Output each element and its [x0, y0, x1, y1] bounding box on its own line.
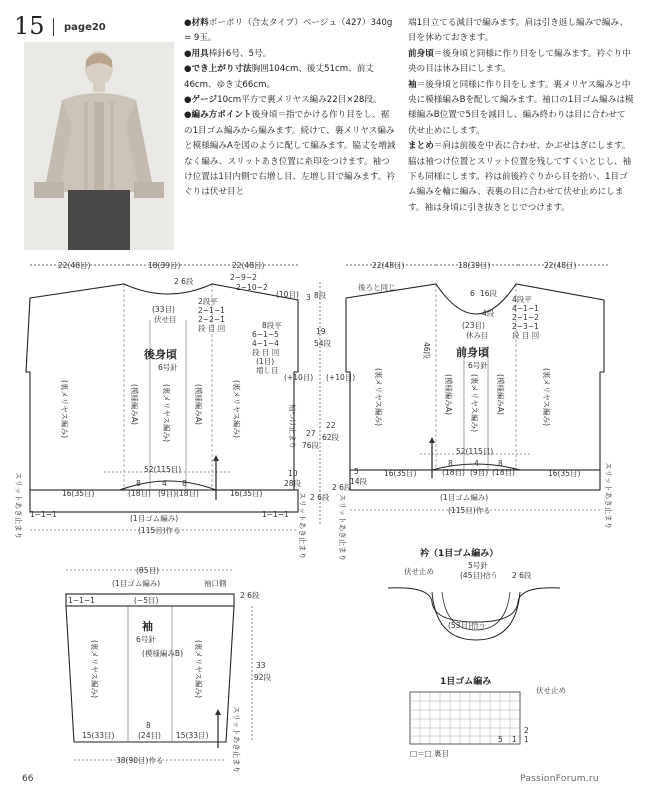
- back-total-len: 27: [306, 429, 316, 438]
- back-num8-r: 8: [182, 479, 187, 488]
- front-slit-right: スリットあき止まり: [604, 462, 613, 530]
- back-neck-dec-3: 2−2−1: [198, 315, 225, 324]
- points-label: ●編み方ポイント: [184, 110, 252, 121]
- collar-title: 衿（1目ゴム編み）: [420, 549, 499, 559]
- sleeve-num8: 8: [146, 721, 151, 730]
- front-dim-left: 22(48目): [372, 261, 405, 270]
- back-body-len-rows: 54段: [314, 339, 332, 348]
- back-num8b: (18目): [128, 489, 151, 498]
- front-neck-rows2: 16段: [480, 289, 498, 298]
- sleeve-label: 袖: [408, 79, 417, 90]
- points-text: 後身頃＝指でかける作り目をし、裾の1目ゴム編みから編みます。続けて、裏メリヤス編みと模様編みAを図のように配して編みます。脇丈を増減なく編み、スリットあき位置に糸印をつけます。袖つけ位置は1目内側で右増し目、左増し目で編みます。衿ぐりは伏せ目と: [184, 110, 396, 198]
- sleeve-cast-on: 38(90目)作る: [116, 756, 164, 765]
- front-num8: 8: [448, 459, 453, 468]
- back-neck-dec-1: 2段平: [198, 297, 218, 306]
- back-slit-rows: 2 6段: [310, 493, 330, 502]
- front-dim-center: 18(39目): [458, 261, 491, 270]
- sleeve-urameri-right: (裏メリヤス編み): [194, 640, 203, 699]
- rib-chart-col-5: 5: [498, 735, 503, 744]
- back-shoulder-1: 2−9−2: [230, 273, 257, 282]
- back-side-inc-4: 段 目 回: [252, 348, 280, 357]
- front-num4: 4: [474, 459, 479, 468]
- rib-chart-row-1: 1: [524, 735, 529, 744]
- front-back-same: 後ろと同じ: [358, 283, 396, 292]
- back-shoulder-2: 2−10−2: [236, 283, 268, 292]
- back-neck-dec-2: 2−1−1: [198, 306, 225, 315]
- back-side-inc-2: 6−1−5: [252, 330, 279, 339]
- back-neck-fuse: 伏せ目: [154, 315, 177, 324]
- size-text: 胸囲104cm、後丈51cm、前丈46cm、ゆき丈66cm。: [184, 64, 374, 90]
- collar-needle: 5号針: [468, 561, 488, 570]
- finish-text: ＝肩は前後を中表に合わせ、かぶせはぎにします。脇は袖つけ位置とスリット位置を残してすくいとじし、袖下も同様にします。衿は前後衿ぐりから目を拾い、1目ゴム編みを輪に編み、表裏の目に合わせて伏せ止めにします。袖は身頃に引き抜きとじでつけます。: [408, 141, 632, 213]
- finish-label: まとめ: [408, 141, 434, 152]
- back-total-len-rows: 76段: [302, 441, 320, 450]
- back-dim-center: 18(39目): [148, 261, 181, 270]
- back-neck-rows: 2 6段: [174, 277, 194, 286]
- material-text: ボーボリ（合太タイプ）ベージュ（427）340g = 9玉。: [184, 18, 393, 44]
- back-rib-mark-right: 1−1−1: [262, 510, 289, 519]
- front-body-diagram: [326, 261, 614, 561]
- page-number: 66: [22, 774, 34, 784]
- back-side-inc-6: 増し目: [256, 366, 279, 375]
- back-title: 後身頃: [144, 348, 177, 361]
- sleeve-diagram: [66, 566, 272, 773]
- sleeve-len: 33: [256, 661, 266, 670]
- sleeve-bottom-15-right: 15(33目): [176, 731, 209, 740]
- size-label: ●でき上がり寸法: [184, 64, 252, 75]
- back-rib: (1目ゴム編み): [130, 514, 179, 523]
- collar-pick-top: (45目)拾う: [460, 571, 498, 580]
- front-moyou-a-left: (模様編みA): [444, 374, 453, 415]
- rib-chart: [410, 675, 566, 758]
- collar-diagram: [388, 547, 560, 640]
- back-urameri-left: (裏メリヤス編み): [60, 380, 69, 439]
- gauge-label: ●ゲージ: [184, 95, 218, 106]
- rib-chart-col-1: 1: [512, 735, 517, 744]
- front-text: ＝後身頃と同様に作り目をして編みます。衿ぐり中央の目は休み目にします。: [408, 48, 631, 75]
- sleeve-slit: スリットあき止まり: [232, 706, 241, 774]
- back-neck-st: (33目): [152, 305, 175, 314]
- front-moyou-a-right: (模様編みA): [496, 374, 505, 415]
- back-moyou-a-left: (模様編みA): [130, 384, 139, 425]
- front-slit-left: スリットあき止まり: [338, 494, 347, 562]
- back-num8: 8: [136, 479, 141, 488]
- sleeve-num8b: (24目): [138, 731, 161, 740]
- front-title: 前身頃: [456, 346, 489, 359]
- front-neck-dec-2: 4−1−1: [512, 304, 539, 313]
- back-body-len: 19: [316, 327, 326, 336]
- sleeve-urameri-left: (裏メリヤス編み): [90, 640, 99, 699]
- front-rib: (1目ゴム編み): [440, 493, 489, 502]
- front-label: 前身頃: [408, 48, 434, 59]
- back-side-len-rows: 62段: [322, 433, 340, 442]
- front-neck-rows3: 4段: [482, 309, 495, 318]
- sleeve-rib-mark: 1−1−1: [68, 596, 95, 605]
- back-side-inc-5: (1目): [256, 357, 275, 366]
- front-neck-dec-1: 4段平: [512, 295, 532, 304]
- sleeve-needle: 6号針: [136, 635, 156, 644]
- back-cast-on: (115目)作る: [138, 526, 181, 535]
- sleeve-top-rib-minus: (−5目): [134, 596, 159, 605]
- gauge-text: 10cm平方で裏メリヤス編み22目×28段。: [217, 95, 382, 106]
- back-num4b: (9目): [158, 489, 177, 498]
- back-num4: 4: [162, 479, 167, 488]
- back-side-inc-3: 4−1−4: [252, 339, 279, 348]
- back-num8b-r: (18目): [176, 489, 199, 498]
- sleeve-bottom-15-left: 15(33目): [82, 731, 115, 740]
- page-reference: page20: [64, 22, 106, 33]
- back-moyou-a-right: (模様編みA): [194, 384, 203, 425]
- back-shoulder-rows: 3: [306, 293, 311, 302]
- front-urameri-left: (裏メリヤス編み): [374, 368, 383, 427]
- watermark: PassionForum.ru: [520, 774, 599, 784]
- back-width-52: 52(115目): [144, 465, 182, 474]
- cont-text: 端1目立てる減目で編みます。肩は引き返し編みで編み、目を休めておきます。: [408, 18, 629, 44]
- front-depth: 46段: [422, 342, 431, 360]
- front-bottom-16-right: 16(35目): [548, 469, 581, 478]
- back-shoulder-rows-unit: 8段: [314, 291, 327, 300]
- back-dim-right: 22(48目): [232, 261, 265, 270]
- sleeve-text: ＝後身頃と同様に作り目をします。裏メリヤス編みと中央に模様編みBを配して編みます。袖口の1目ゴム編みは模様編みB位置で5目を減目し、編み終わりは目に合わせて伏せ止めにします。: [408, 79, 634, 136]
- sleeve-top-rib: (1目ゴム編み): [112, 579, 161, 588]
- front-dim-right: 22(48目): [544, 261, 577, 270]
- front-neck-dec-5: 段 目 回: [512, 331, 540, 340]
- back-urameri-center: (裏メリヤス編み): [162, 384, 171, 443]
- front-cast-on: (115目)作る: [448, 506, 491, 515]
- back-sleeve-attach: 袖つけ止まり: [288, 404, 297, 449]
- front-neck-st: (23目): [462, 321, 485, 330]
- back-shoulder-3: (10目): [276, 290, 299, 299]
- back-body-diagram: [14, 261, 340, 559]
- rib-chart-legend: □＝□ 裏目: [410, 749, 450, 758]
- front-needle: 6号針: [468, 361, 488, 370]
- back-rib-mark-left: 1−1−1: [30, 510, 57, 519]
- back-urameri-right: (裏メリヤス編み): [232, 380, 241, 439]
- sleeve-cuff-side: 袖口側: [204, 579, 227, 588]
- front-neck-rest: 休み目: [466, 331, 489, 340]
- sleeve-top-dim: (85目): [136, 566, 159, 575]
- collar-pick-bottom: (53目)拾う: [448, 621, 486, 630]
- front-rib-rows: 2 6段: [332, 483, 352, 492]
- front-side-len-rows: 14段: [350, 477, 368, 486]
- front-num8b-r: (18目): [492, 468, 515, 477]
- sleeve-title: 袖: [142, 620, 153, 633]
- back-plus10: (+10目): [284, 373, 314, 382]
- back-bottom-16-left: 16(35目): [62, 489, 95, 498]
- front-num4b: (9目): [470, 468, 489, 477]
- material-label: ●材料: [184, 18, 209, 28]
- sleeve-len-rows: 92段: [254, 673, 272, 682]
- front-plus10: (+10目): [326, 373, 356, 382]
- back-slit-left: スリットあき止まり: [14, 472, 23, 540]
- front-bottom-16-left: 16(35目): [384, 469, 417, 478]
- front-urameri-right: (裏メリヤス編み): [542, 368, 551, 427]
- tools-label: ●用具: [184, 48, 209, 59]
- tools-text: 棒針6号、5号。: [208, 48, 272, 59]
- collar-rows: 2 6段: [512, 571, 532, 580]
- collar-fuse: 伏せ止め: [404, 567, 434, 576]
- back-rib-rows: 28段: [284, 479, 302, 488]
- back-slit-right: スリットあき止まり: [298, 492, 307, 560]
- front-neck-rows: 6: [470, 289, 475, 298]
- sleeve-moyou-b: (模様編みB): [142, 649, 183, 658]
- pattern-number: 15: [14, 12, 45, 40]
- front-neck-dec-3: 2−1−2: [512, 313, 539, 322]
- rib-chart-fuse: 伏せ止め: [536, 686, 566, 695]
- back-needle: 6号針: [158, 363, 178, 372]
- rib-chart-title: 1目ゴム編み: [440, 677, 492, 687]
- back-bottom-16-right: 16(35目): [230, 489, 263, 498]
- front-urameri-center: (裏メリヤス編み): [470, 374, 479, 433]
- back-side-inc-1: 8段平: [262, 321, 282, 330]
- back-side-len: 22: [326, 421, 336, 430]
- front-width-52: 52(115目): [456, 447, 494, 456]
- back-rib-h: 10: [288, 469, 298, 478]
- back-dim-left: 22(48目): [58, 261, 91, 270]
- rib-chart-row-2: 2: [524, 726, 529, 735]
- front-num8b: (18目): [442, 468, 465, 477]
- front-num8-r: 8: [498, 459, 503, 468]
- front-neck-dec-4: 2−3−1: [512, 322, 539, 331]
- sleeve-cuff-rows: 2 6段: [240, 591, 260, 600]
- front-side-len: 5: [354, 467, 359, 476]
- back-neck-dec-4: 段 目 回: [198, 324, 226, 333]
